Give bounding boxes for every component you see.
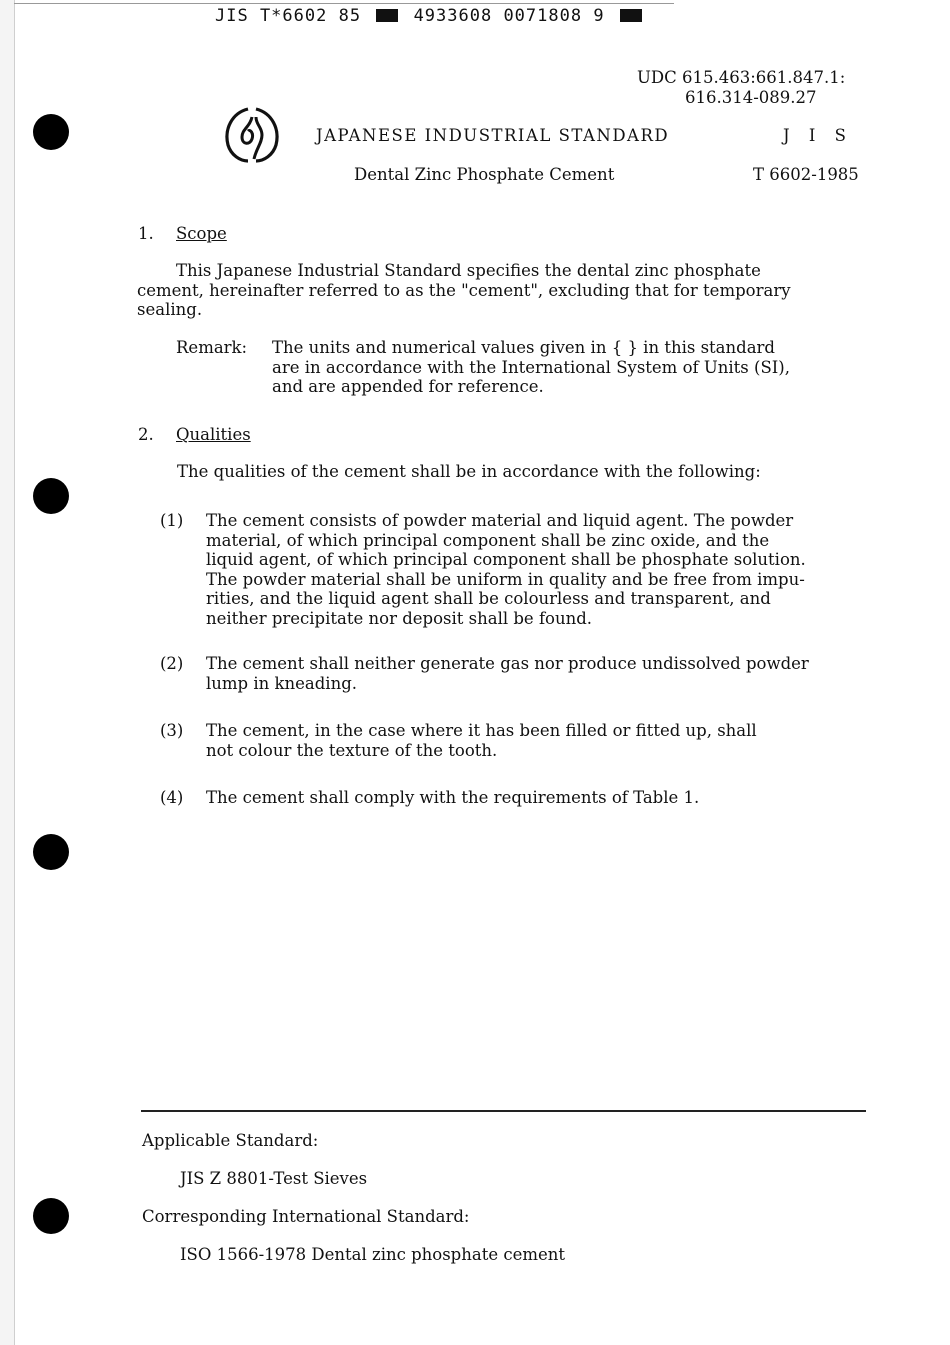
jis-logo-icon — [220, 103, 284, 167]
item-line: The powder material shall be uniform in quality and be free from impu- — [206, 569, 805, 589]
remark-line: are in accordance with the International System of Units (SI), — [272, 357, 790, 377]
black-block — [620, 9, 642, 22]
scope-paragraph — [137, 261, 869, 320]
section-number: 1. — [138, 224, 154, 243]
scan-top-line — [14, 3, 674, 4]
black-block — [376, 9, 398, 22]
international-standard-label: Corresponding International Standard: — [142, 1207, 470, 1226]
udc-line-2: 616.314-089.27 — [685, 88, 817, 107]
punch-hole — [33, 1198, 69, 1234]
item-number: (4) — [160, 788, 184, 807]
punch-hole — [33, 834, 69, 870]
jis-label: J I S — [783, 126, 853, 145]
international-standard-value: ISO 1566-1978 Dental zinc phosphate cement — [180, 1245, 566, 1264]
section-title-scope: Scope — [176, 224, 227, 243]
punch-hole — [33, 478, 69, 514]
header-code-left: JIS T*6602 85 — [215, 6, 362, 26]
paragraph-line: cement, hereinafter referred to as the "cement", excluding that for temporary — [137, 280, 791, 300]
applicable-standard-value: JIS Z 8801-Test Sieves — [180, 1169, 368, 1188]
item-line: liquid agent, of which principal component shall be phosphate solution. — [206, 550, 806, 569]
udc-line-1: UDC 615.463:661.847.1: — [637, 68, 846, 87]
item-line: The cement consists of powder material and liquid agent. The powder — [206, 511, 794, 530]
item-text — [206, 721, 874, 760]
scan-header-code — [215, 6, 646, 26]
remark-line: The units and numerical values given in { } in this standard — [272, 338, 775, 357]
section-number: 2. — [138, 425, 154, 444]
item-line: The cement, in the case where it has been filled or fitted up, shall — [206, 721, 757, 740]
item-number: (3) — [160, 721, 184, 740]
applicable-standard-label: Applicable Standard: — [142, 1131, 319, 1150]
item-line: neither precipitate nor deposit shall be found. — [206, 608, 593, 628]
item-line: The cement shall comply with the requirements of Table 1. — [206, 788, 700, 807]
document-title: JAPANESE INDUSTRIAL STANDARD — [316, 126, 670, 145]
punch-hole — [33, 114, 69, 150]
document-subtitle: Dental Zinc Phosphate Cement — [354, 165, 615, 184]
udc-classification — [637, 68, 845, 108]
item-line: not colour the texture of the tooth. — [206, 740, 498, 760]
item-line: The cement shall neither generate gas nor produce undissolved powder — [206, 654, 809, 673]
item-number: (2) — [160, 654, 184, 673]
remark-line: and are appended for reference. — [272, 377, 544, 396]
section-title-qualities: Qualities — [176, 425, 251, 444]
header-code-mid: 4933608 0071808 9 — [413, 6, 605, 26]
page-left-edge — [0, 0, 15, 1345]
item-line: lump in kneading. — [206, 673, 358, 693]
item-number: (1) — [160, 511, 184, 530]
item-text — [206, 788, 874, 808]
footer-divider — [141, 1110, 866, 1112]
item-line: rities, and the liquid agent shall be colourless and transparent, and — [206, 589, 771, 608]
paragraph-line: sealing. — [137, 300, 203, 319]
standard-number: T 6602-1985 — [753, 165, 859, 184]
item-line: material, of which principal component shall be zinc oxide, and the — [206, 530, 770, 550]
paragraph-line: This Japanese Industrial Standard specifies the dental zinc phosphate — [176, 261, 761, 280]
remark-text — [272, 338, 862, 397]
item-text — [206, 654, 874, 693]
remark-label: Remark: — [176, 338, 248, 357]
item-text — [206, 511, 874, 628]
qualities-intro: The qualities of the cement shall be in accordance with the following: — [177, 462, 761, 481]
